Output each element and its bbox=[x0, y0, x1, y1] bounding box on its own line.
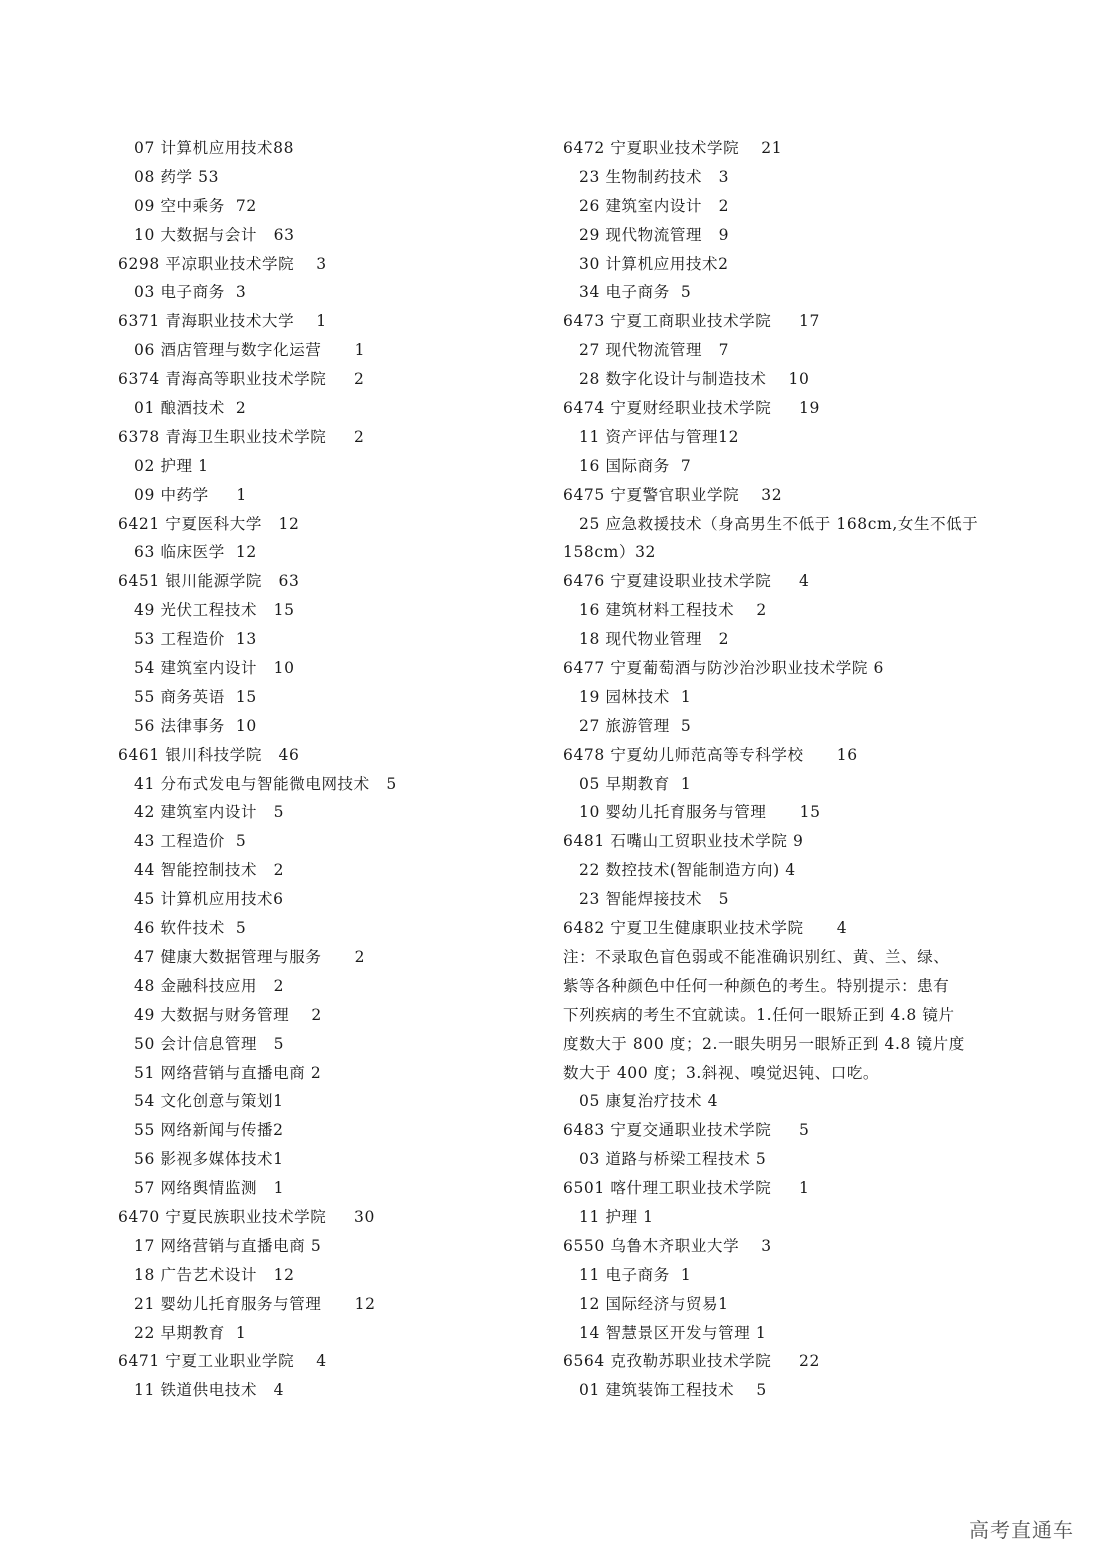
major-entry: 12 国际经济与贸易1 bbox=[579, 1294, 729, 1313]
major-entry: 41 分布式发电与智能微电网技术 5 bbox=[134, 774, 397, 793]
major-entry: 28 数字化设计与制造技术 10 bbox=[579, 370, 810, 389]
major-entry: 16 国际商务 7 bbox=[579, 456, 692, 475]
school-entry: 6475 宁夏警官职业学院 32 bbox=[563, 485, 783, 504]
school-entry: 数大于 400 度；3.斜视、嗅觉迟钝、口吃。 bbox=[563, 1063, 880, 1082]
watermark: 高考直通车 bbox=[969, 1518, 1074, 1542]
school-entry: 6371 青海职业技术大学 1 bbox=[118, 312, 327, 331]
school-entry: 6374 青海高等职业技术学院 2 bbox=[118, 370, 365, 389]
major-entry: 02 护理 1 bbox=[134, 456, 209, 475]
major-entry: 56 法律事务 10 bbox=[134, 716, 257, 735]
major-entry: 03 电子商务 3 bbox=[134, 283, 247, 302]
major-entry: 45 计算机应用技术6 bbox=[134, 890, 284, 909]
major-entry: 43 工程造价 5 bbox=[134, 832, 247, 851]
school-entry: 6477 宁夏葡萄酒与防沙治沙职业技术学院 6 bbox=[563, 659, 884, 678]
major-entry: 48 金融科技应用 2 bbox=[134, 976, 285, 995]
major-entry: 49 大数据与财务管理 2 bbox=[134, 1005, 322, 1024]
major-entry: 26 建筑室内设计 2 bbox=[579, 196, 730, 215]
school-entry: 注：不录取色盲色弱或不能准确识别红、黄、兰、绿、 bbox=[563, 947, 950, 966]
major-entry: 55 网络新闻与传播2 bbox=[134, 1121, 284, 1140]
major-entry: 05 康复治疗技术 4 bbox=[579, 1092, 719, 1111]
major-entry: 42 建筑室内设计 5 bbox=[134, 803, 285, 822]
major-entry: 27 现代物流管理 7 bbox=[579, 341, 730, 360]
school-entry: 6564 克孜勒苏职业技术学院 22 bbox=[563, 1352, 820, 1371]
school-entry: 6501 喀什理工职业技术学院 1 bbox=[563, 1179, 810, 1198]
major-entry: 19 园林技术 1 bbox=[579, 687, 692, 706]
school-entry: 6478 宁夏幼儿师范高等专科学校 16 bbox=[563, 745, 858, 764]
school-entry: 6482 宁夏卫生健康职业技术学院 4 bbox=[563, 919, 848, 938]
major-entry: 10 婴幼儿托育服务与管理 15 bbox=[579, 803, 821, 822]
major-entry: 46 软件技术 5 bbox=[134, 919, 247, 938]
school-entry: 6451 银川能源学院 63 bbox=[118, 572, 300, 591]
major-entry: 16 建筑材料工程技术 2 bbox=[579, 601, 767, 620]
left-column bbox=[118, 134, 538, 1405]
school-entry: 6421 宁夏医科大学 12 bbox=[118, 514, 300, 533]
major-entry: 09 空中乘务 72 bbox=[134, 196, 257, 215]
school-entry: 6473 宁夏工商职业技术学院 17 bbox=[563, 312, 820, 331]
major-entry: 30 计算机应用技术2 bbox=[579, 254, 729, 273]
major-entry: 01 建筑装饰工程技术 5 bbox=[579, 1381, 767, 1400]
major-entry: 11 铁道供电技术 4 bbox=[134, 1381, 285, 1400]
school-entry: 下列疾病的考生不宜就读。1.任何一眼矫正到 4.8 镜片 bbox=[563, 1005, 955, 1024]
major-entry: 14 智慧景区开发与管理 1 bbox=[579, 1323, 767, 1342]
major-entry: 11 护理 1 bbox=[579, 1207, 654, 1226]
school-entry: 6298 平凉职业技术学院 3 bbox=[118, 254, 327, 273]
major-entry: 18 广告艺术设计 12 bbox=[134, 1265, 295, 1284]
major-entry: 50 会计信息管理 5 bbox=[134, 1034, 285, 1053]
school-entry: 6471 宁夏工业职业学院 4 bbox=[118, 1352, 327, 1371]
school-entry: 6476 宁夏建设职业技术学院 4 bbox=[563, 572, 810, 591]
school-entry: 6472 宁夏职业技术学院 21 bbox=[563, 139, 783, 157]
school-entry: 紫等各种颜色中任何一种颜色的考生。特别提示：患有 bbox=[563, 976, 950, 995]
school-entry: 6470 宁夏民族职业技术学院 30 bbox=[118, 1207, 375, 1226]
school-entry: 6461 银川科技学院 46 bbox=[118, 745, 300, 764]
major-entry: 07 计算机应用技术88 bbox=[134, 139, 295, 157]
school-entry: 6550 乌鲁木齐职业大学 3 bbox=[563, 1236, 772, 1255]
major-entry: 34 电子商务 5 bbox=[579, 283, 692, 302]
major-entry: 23 智能焊接技术 5 bbox=[579, 890, 730, 909]
major-entry: 51 网络营销与直播电商 2 bbox=[134, 1063, 322, 1082]
right-column bbox=[563, 134, 983, 1405]
major-entry: 54 文化创意与策划1 bbox=[134, 1092, 284, 1111]
major-entry: 17 网络营销与直播电商 5 bbox=[134, 1236, 322, 1255]
major-entry: 10 大数据与会计 63 bbox=[134, 225, 295, 244]
school-entry: 6483 宁夏交通职业技术学院 5 bbox=[563, 1121, 810, 1140]
major-entry: 11 资产评估与管理12 bbox=[579, 427, 740, 446]
major-entry: 55 商务英语 15 bbox=[134, 687, 257, 706]
major-entry: 25 应急救援技术（身高男生不低于 168cm,女生不低于 bbox=[579, 514, 979, 533]
school-entry: 158cm）32 bbox=[563, 543, 656, 562]
school-entry: 6481 石嘴山工贸职业技术学院 9 bbox=[563, 832, 804, 851]
major-entry: 08 药学 53 bbox=[134, 167, 220, 186]
school-entry: 6474 宁夏财经职业技术学院 19 bbox=[563, 399, 820, 418]
major-entry: 05 早期教育 1 bbox=[579, 774, 692, 793]
major-entry: 63 临床医学 12 bbox=[134, 543, 257, 562]
major-entry: 01 酿酒技术 2 bbox=[134, 399, 247, 418]
major-entry: 21 婴幼儿托育服务与管理 12 bbox=[134, 1294, 376, 1313]
major-entry: 03 道路与桥梁工程技术 5 bbox=[579, 1150, 767, 1169]
major-entry: 11 电子商务 1 bbox=[579, 1265, 692, 1284]
major-entry: 18 现代物业管理 2 bbox=[579, 630, 730, 649]
major-entry: 47 健康大数据管理与服务 2 bbox=[134, 947, 366, 966]
major-entry: 22 数控技术(智能制造方向) 4 bbox=[579, 861, 796, 880]
school-entry: 6378 青海卫生职业技术学院 2 bbox=[118, 427, 365, 446]
major-entry: 53 工程造价 13 bbox=[134, 630, 257, 649]
major-entry: 29 现代物流管理 9 bbox=[579, 225, 730, 244]
major-entry: 44 智能控制技术 2 bbox=[134, 861, 285, 880]
major-entry: 54 建筑室内设计 10 bbox=[134, 659, 295, 678]
major-entry: 09 中药学 1 bbox=[134, 485, 247, 504]
major-entry: 23 生物制药技术 3 bbox=[579, 167, 730, 186]
major-entry: 27 旅游管理 5 bbox=[579, 716, 692, 735]
major-entry: 49 光伏工程技术 15 bbox=[134, 601, 295, 620]
major-entry: 06 酒店管理与数字化运营 1 bbox=[134, 341, 366, 360]
major-entry: 22 早期教育 1 bbox=[134, 1323, 247, 1342]
school-entry: 度数大于 800 度；2.一眼失明另一眼矫正到 4.8 镜片度 bbox=[563, 1034, 965, 1053]
major-entry: 56 影视多媒体技术1 bbox=[134, 1150, 284, 1169]
major-entry: 57 网络舆情监测 1 bbox=[134, 1179, 285, 1198]
